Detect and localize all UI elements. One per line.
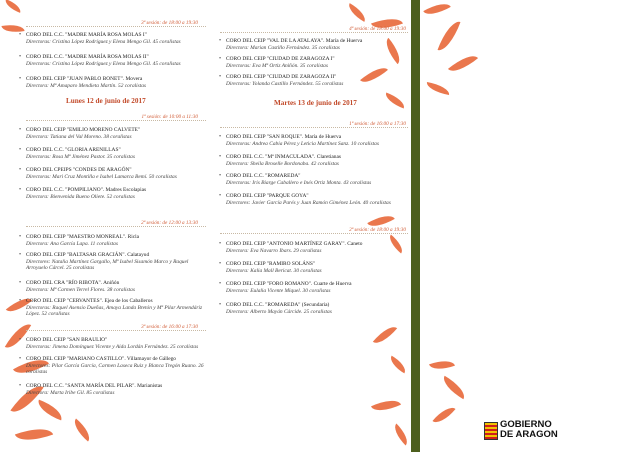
schedule-column-2 (212, 0, 412, 452)
list-item: • CORO DEL CEIP "CIUDAD DE ZARAGOZA II" Directoras: Yolanda Castillo Fernández. 55 coralistas (219, 74, 344, 87)
session-label: 3ª sesión: de 16:00 a 17:30 (141, 324, 198, 330)
session-label: 1ª sesión: de 10:00 a 11:30 (141, 114, 198, 120)
list-item: • CORO DEL CEIP "MARIANO CASTILLO". Villamayor de Gállego Directores: Pilar García García, Carmen Laseca Ruiz y Blanca Tregón Ruano. 26 coralistas (19, 356, 204, 376)
session-label: 3ª sesión: de 18:00 a 19:30 (141, 20, 198, 26)
aragon-flag-icon (484, 422, 498, 440)
column-divider-bar (411, 0, 420, 452)
list-item: • CORO DEL CEIP "FORO ROMANO". Cuarte de Huerva Directora: Eulalia Vicente Miquel. 30 coralistas (219, 281, 352, 294)
list-item: • CORO DEL C.C. "MADRE MARÍA ROSA MOLAS I" Directoras: Cristina López Rodríguez y Elena Mengo Gil. 45 coralistas (19, 32, 181, 45)
list-item: • CORO DEL C.C. "ROMAREDA" Directoras: Iris Biarge Caballero e Inés Ortiz Monta. 43 coralistas (219, 173, 372, 186)
list-item: • CORO DEL CEIP "ANTONIO MARTÍNEZ GARAY". Caneto Directora: Eva Navarro Ibars. 29 coralistas (219, 241, 363, 254)
divider (26, 26, 206, 27)
list-item: • CORO DEL CEIP "SAN ROQUE". María de Huerva Directoras: Andrea Cabia Pérez y Leticia Martínez Sanz. 10 coralistas (219, 134, 379, 147)
session-label: 2ª sesión: de 18:00 a 19:30 (349, 227, 406, 233)
list-item: • CORO DEL CEIP "CIUDAD DE ZARAGOZA I" Directoras: Eva Mª Ortiz Aniñón. 35 coralistas (219, 56, 335, 69)
list-item: • CORO DEL CEIP "VAL DE LA ATALAYA". María de Huerva Directora: Marian Castillo Fernández. 35 coralistas (219, 38, 363, 51)
list-item: • CORO DEL CEIP "RAMIRO SOLÁNS" Directora: Kalia Mall Bericat. 30 coralistas (219, 261, 322, 274)
session-label: 4ª sesión: de 18:00 a 19:30 (349, 26, 406, 32)
gov-logo-line-1: GOBIERNO (500, 419, 552, 430)
list-item: • CORO DEL C.C. "SANTA MARÍA DEL PILAR". Marianistas Directora: Marta Iribe Gil. 85 coralistas (19, 383, 163, 396)
gov-logo-line-2: DE ARAGON (500, 429, 558, 440)
list-item: • CORO DEL CEIP "SAN BRAULIO" Directoras: Jimena Domínguez Vicente y Aida Lordán Fernández. 25 coralistas (19, 337, 199, 350)
list-item: • CORO DEL C.C. "ROMAREDA" (Secundaria) Directora: Alberto Mayán Cárcide. 25 coralistas (219, 302, 332, 315)
session-label: 2ª sesión: de 12:00 a 13:30 (141, 220, 198, 226)
list-item: • CORO DEL CEIP "JUAN PABLO BONET". Movera Directora: Mª Amaparo Mendieta Martín. 52 coralistas (19, 76, 147, 89)
divider (26, 330, 206, 331)
list-item: • CORO DEL CRA "RÍO RIBOTA". Aniñón Directora: Mª Carmen Terrel Flores. 38 coralistas (19, 280, 135, 293)
schedule-column-1 (0, 0, 212, 452)
session-label: 1ª sesión: de 16:00 a 17:30 (349, 121, 406, 127)
gobierno-de-aragon-logo (484, 420, 594, 446)
divider (220, 32, 408, 33)
list-item: • CORO DEL C.C. "POMPILIANO". Madres Escolapias Directora: Bienvenida Bueno Oliete. 52 coralistas (19, 187, 147, 200)
day-heading: Lunes 12 de junio de 2017 (66, 97, 146, 105)
list-item: • CORO DEL CEIP "MAESTRO MONREAL". Ricla Directora: Ana García Lapa. 11 coralistas (19, 234, 140, 247)
gov-logo-text (500, 420, 558, 440)
day-heading: Martes 13 de junio de 2017 (274, 99, 357, 107)
list-item: • CORO DEL CPEIPS "CONDES DE ARAGÓN" Directoras: Mari Cruz Montilla e Isabel Lamarca Bemí. 50 coralistas (19, 167, 177, 180)
list-item: • CORO DEL CEIP "BALTASAR GRACIÁN". Calatayud Directores: Natalia Martínez Gargallo, Mª Isabel Sisamón Marco y Raquel Arroyuelo Cárcel. 25 coralistas (19, 252, 189, 272)
list-item: • CORO DEL CEIP "PARQUE GOYA" Directores: Javier García Parés y Juan Ramón Giménez León. 40 coralistas (219, 193, 391, 206)
divider (220, 233, 408, 234)
divider (220, 127, 408, 128)
divider (26, 120, 206, 121)
list-item: • CORO DEL C.C. "GLORIA ARENILLAS" Directoras: Rosa Mª Jiménez Pastor. 35 coralistas (19, 147, 135, 160)
list-item: • CORO DEL CEIP "EMILIO MORENO CALVETE" Directora: Tatiana del Val Moreno. 38 coralistas (19, 127, 141, 140)
list-item: • CORO DEL CEIP "CERVANTES". Ejea de los Caballeros Directoras: Raquel Asensio Dueñas, Amaya Landa Bretón y Mª Pilar Armendáriz López. 52 coralistas (19, 298, 203, 318)
list-item: • CORO DEL C.C. "Mª INMACULADA". Claretianas Directora: Sheila Broselle Bordonaba. 42 coralistas (219, 154, 341, 167)
cover-panel (420, 0, 640, 452)
list-item: • CORO DEL C.C. "MADRE MARÍA ROSA MOLAS II" Directoras: Cristina López Rodríguez y Elena Mengo Gil. 45 coralistas (19, 54, 181, 67)
divider (26, 226, 206, 227)
